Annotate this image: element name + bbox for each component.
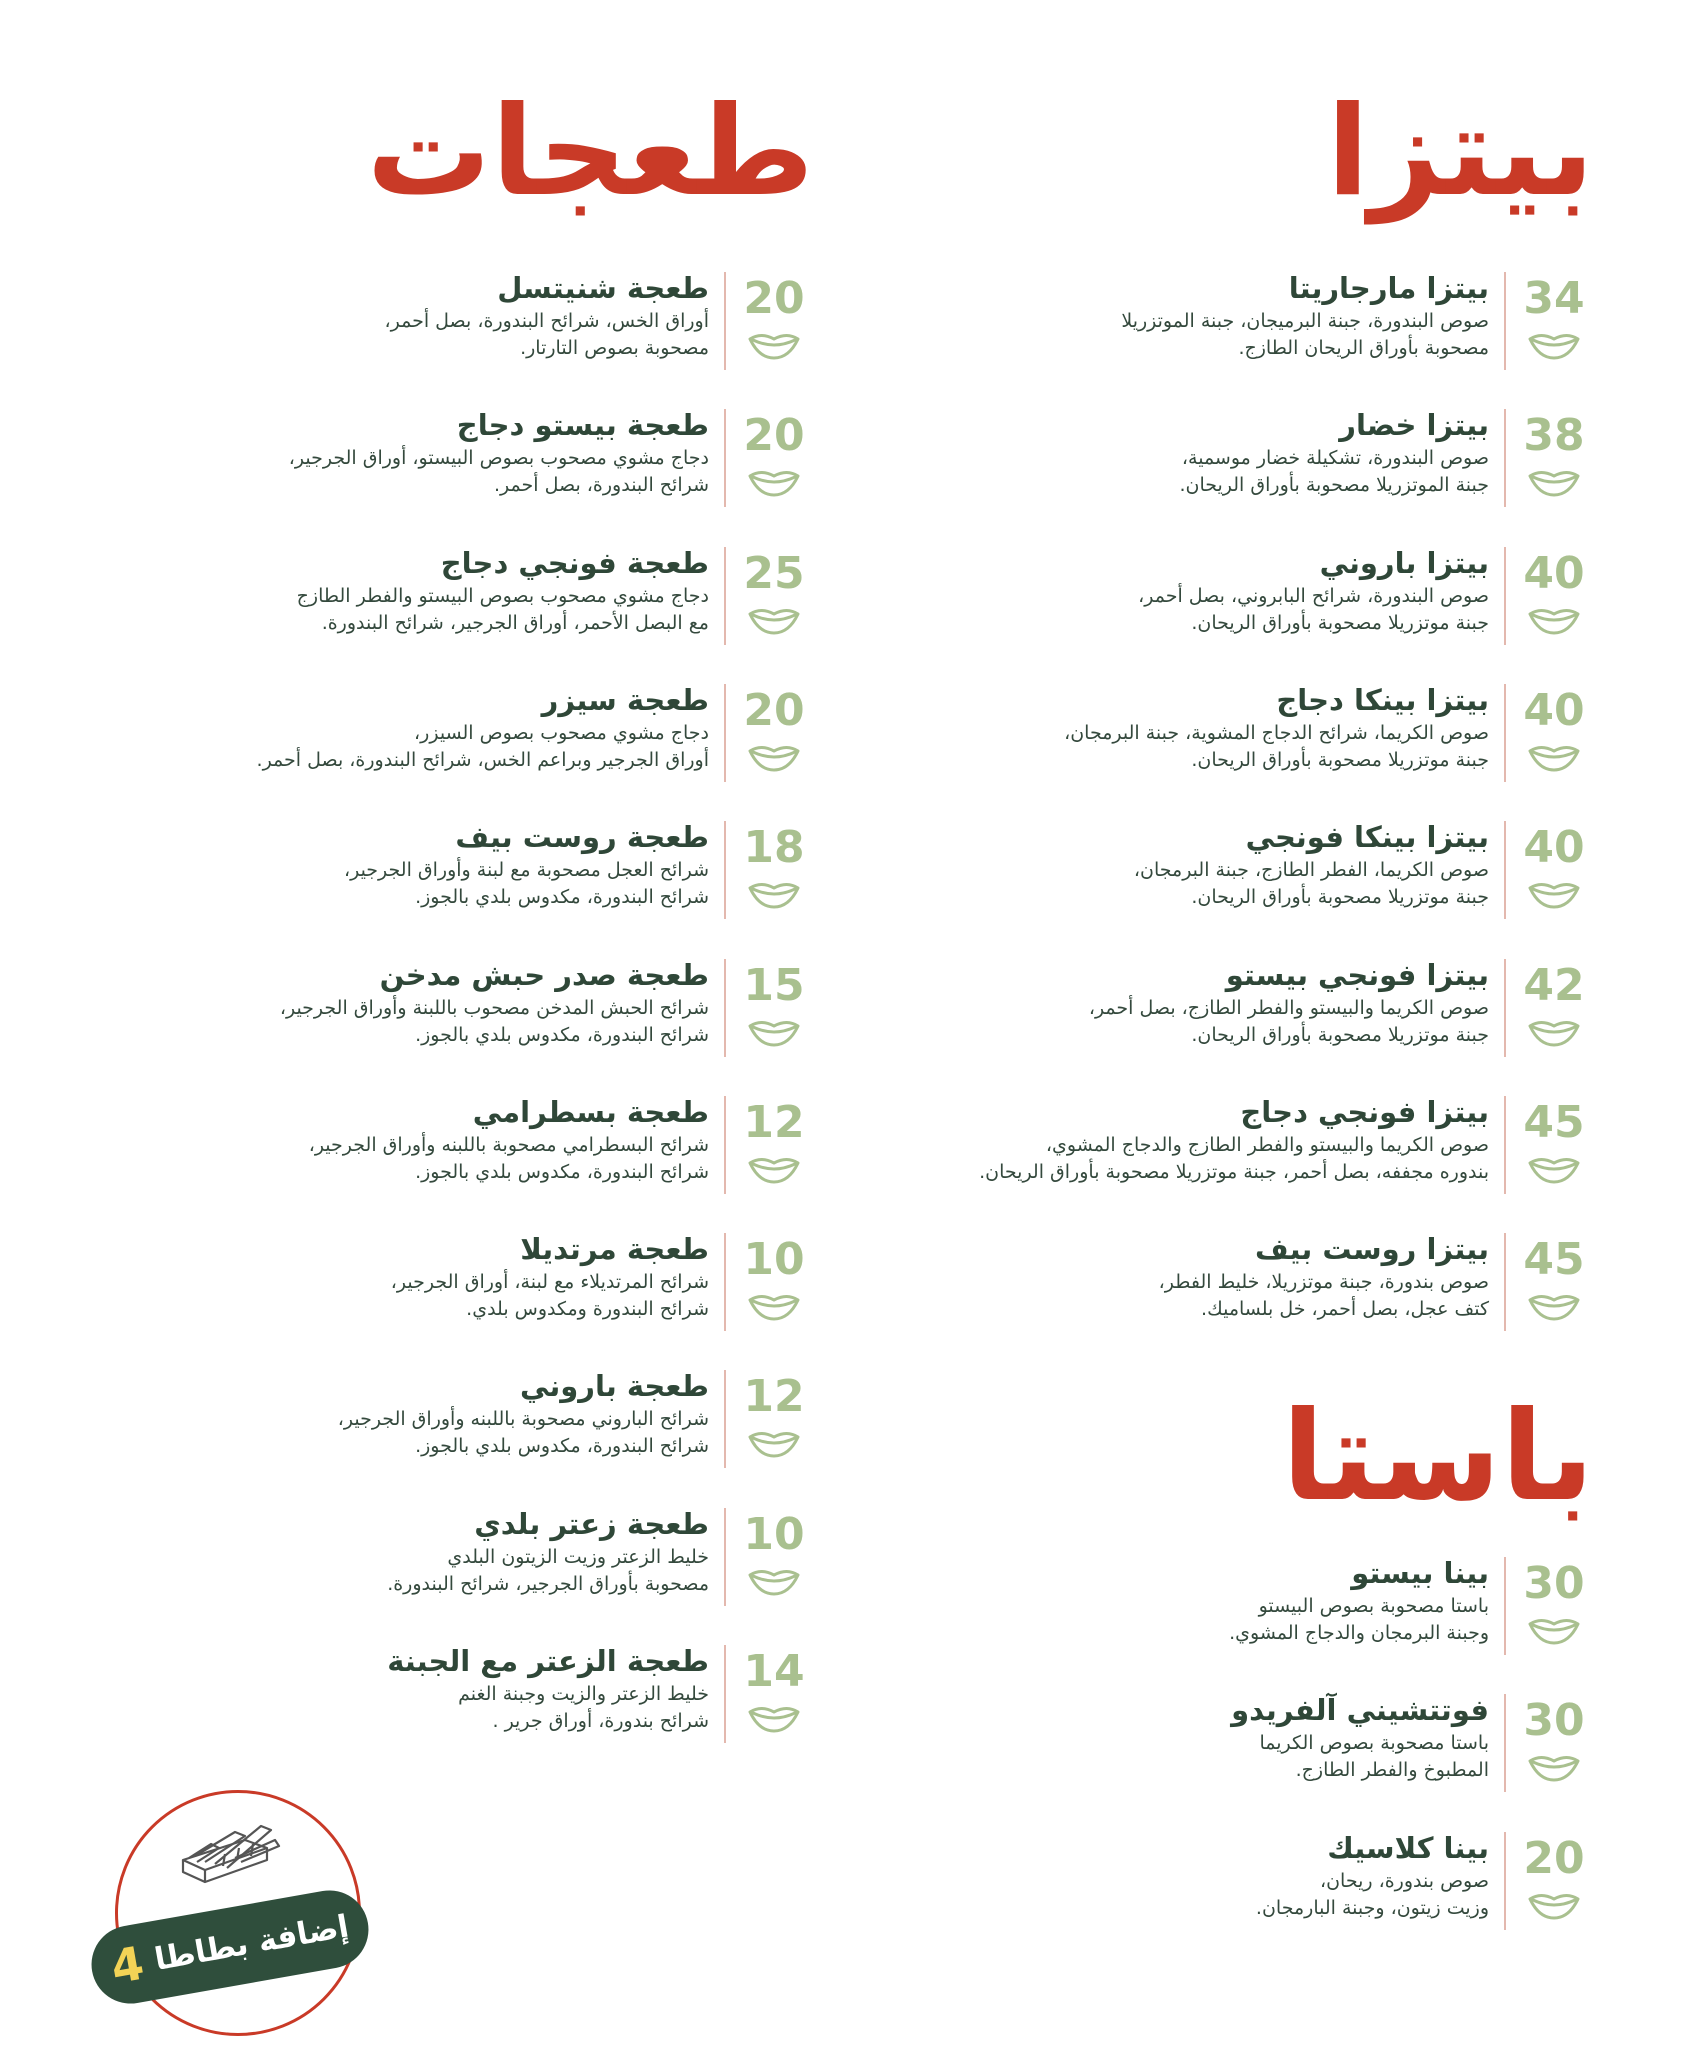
- item-divider: [1504, 272, 1506, 370]
- item-price: 40: [1523, 547, 1585, 599]
- item-text: [929, 1690, 1489, 1784]
- lips-icon: [1527, 1017, 1581, 1047]
- item-price: 45: [1523, 1234, 1585, 1286]
- item-name: بيتزا بينكا دجاج: [1276, 682, 1489, 717]
- item-text: [929, 1828, 1489, 1922]
- item-text: [929, 268, 1489, 362]
- item-text: [149, 268, 709, 362]
- item-price: 20: [743, 684, 805, 736]
- item-divider: [1504, 547, 1506, 645]
- price-box: [734, 955, 814, 1063]
- item-name: فوتتشيني آلفريدو: [1231, 1693, 1489, 1728]
- lips-icon: [747, 1291, 801, 1321]
- item-name: طعجة باروني: [520, 1369, 709, 1404]
- menu-item: [930, 1690, 1594, 1798]
- item-price: 12: [743, 1096, 805, 1148]
- item-text: [149, 955, 709, 1049]
- menu-item: [930, 1553, 1594, 1661]
- item-name: بيتزا روست بيف: [1255, 1232, 1489, 1267]
- item-description: خليط الزعتر وزيت الزيتون البلدي مصحوبة بأوراق الجرجير، شرائح البندورة.: [387, 1545, 709, 1595]
- pasta-section-title: باستا: [1281, 1385, 1594, 1529]
- item-text: [929, 543, 1489, 637]
- item-divider: [724, 1233, 726, 1331]
- item-price: 40: [1523, 684, 1585, 736]
- lips-icon: [747, 605, 801, 635]
- item-text: [149, 1504, 709, 1598]
- menu-item: [150, 1229, 814, 1337]
- item-text: [929, 405, 1489, 499]
- item-description: صوص البندورة، شرائح البابروني، بصل أحمر، جبنة موتزريلا مصحوبة بأوراق الريحان.: [1138, 584, 1489, 634]
- item-text: [929, 955, 1489, 1049]
- price-box: [1514, 1229, 1594, 1337]
- menu-item: [930, 1229, 1594, 1337]
- item-divider: [724, 1096, 726, 1194]
- item-description: صوص الكريما والبيستو والفطر الطازج والدجاج المشوي، بندوره مجففه، بصل أحمر، جبنة موتزريلا مصحوبة بأوراق الريحان.: [979, 1133, 1489, 1183]
- price-box: [734, 543, 814, 651]
- lips-icon: [747, 1703, 801, 1733]
- item-description: شرائح الحبش المدخن مصحوب باللبنة وأوراق الجرجير، شرائح البندورة، مكدوس بلدي بالجوز.: [279, 996, 709, 1046]
- item-name: طعجة بسطرامي: [472, 1094, 709, 1129]
- item-name: طعجة بيستو دجاج: [456, 408, 709, 443]
- item-description: صوص البندورة، تشكيلة خضار موسمية، جبنة الموتزريلا مصحوبة بأوراق الريحان.: [1179, 447, 1489, 497]
- item-name: طعجة شنيتسل: [497, 271, 709, 305]
- price-box: [1514, 543, 1594, 651]
- menu-item: [150, 1504, 814, 1612]
- taajat-section-title: طعجات: [366, 80, 814, 224]
- item-divider: [1504, 1096, 1506, 1194]
- price-box: [1514, 268, 1594, 376]
- menu-item: [930, 1828, 1594, 1936]
- menu-item: [930, 543, 1594, 651]
- menu-item: [150, 1641, 814, 1749]
- lips-icon: [1527, 1890, 1581, 1920]
- item-price: 45: [1523, 1096, 1585, 1148]
- item-description: شرائح البسطرامي مصحوبة باللبنه وأوراق الجرجير، شرائح البندورة، مكدوس بلدي بالجوز.: [308, 1133, 709, 1183]
- price-box: [734, 817, 814, 925]
- item-name: طعجة مرتديلا: [520, 1232, 709, 1267]
- lips-icon: [747, 1154, 801, 1184]
- item-divider: [724, 959, 726, 1057]
- item-price: 40: [1523, 822, 1585, 874]
- item-text: [149, 1229, 709, 1323]
- item-price: 42: [1523, 959, 1585, 1011]
- fries-icon: [175, 1818, 285, 1898]
- item-name: بينا كلاسيك: [1327, 1830, 1489, 1865]
- menu-item: [930, 268, 1594, 376]
- price-box: [734, 1366, 814, 1474]
- item-divider: [724, 1508, 726, 1606]
- item-name: طعجة زعتر بلدي: [474, 1506, 709, 1541]
- lips-icon: [1527, 1154, 1581, 1184]
- menu-item: [150, 268, 814, 376]
- item-text: [149, 405, 709, 499]
- item-name: طعجة فونجي دجاج: [440, 545, 709, 580]
- item-divider: [724, 1645, 726, 1743]
- item-text: [929, 1553, 1489, 1647]
- item-description: صوص بندورة، ريحان، وزيت زيتون، وجبنة البارمجان.: [1255, 1869, 1489, 1919]
- item-description: شرائح المرتديلاء مع لبنة، أوراق الجرجير، شرائح البندورة ومكدوس بلدي.: [390, 1271, 709, 1321]
- item-name: بيتزا بينكا فونجي: [1245, 820, 1489, 855]
- price-box: [1514, 1690, 1594, 1798]
- item-divider: [724, 821, 726, 919]
- item-price: 34: [1523, 273, 1585, 324]
- item-name: بيتزا مارجاريتا: [1288, 271, 1489, 305]
- item-divider: [724, 1370, 726, 1468]
- menu-item: [150, 405, 814, 513]
- item-price: 30: [1523, 1695, 1585, 1747]
- item-divider: [724, 409, 726, 507]
- item-divider: [724, 684, 726, 782]
- item-description: شرائح الباروني مصحوبة باللبنه وأوراق الجرجير، شرائح البندورة، مكدوس بلدي بالجوز.: [337, 1408, 709, 1458]
- price-box: [1514, 955, 1594, 1063]
- item-divider: [1504, 409, 1506, 507]
- price-box: [1514, 1092, 1594, 1200]
- fries-addon-badge: [90, 1790, 380, 2055]
- lips-icon: [1527, 879, 1581, 909]
- item-name: طعجة سيزر: [541, 682, 709, 717]
- item-name: بينا بيستو: [1351, 1556, 1489, 1590]
- lips-icon: [747, 879, 801, 909]
- item-description: صوص الكريما والبيستو والفطر الطازج، بصل أحمر، جبنة موتزريلا مصحوبة بأوراق الريحان.: [1088, 996, 1489, 1046]
- item-description: باستا مصحوبة بصوص الكريما المطبوخ والفطر الطازج.: [1259, 1732, 1489, 1782]
- item-price: 18: [743, 822, 805, 874]
- lips-icon: [747, 330, 801, 360]
- item-description: دجاج مشوي مصحوب بصوص البيستو، أوراق الجرجير، شرائح البندورة، بصل أحمر.: [288, 447, 709, 497]
- item-text: [149, 680, 709, 774]
- item-description: دجاج مشوي مصحوب بصوص البيستو والفطر الطازج مع البصل الأحمر، أوراق الجرجير، شرائح البندورة.: [296, 584, 709, 634]
- item-price: 20: [743, 273, 805, 324]
- price-box: [734, 1092, 814, 1200]
- menu-item: [930, 1092, 1594, 1200]
- item-price: 38: [1523, 410, 1585, 462]
- item-divider: [724, 272, 726, 370]
- item-name: بيتزا فونجي دجاج: [1240, 1094, 1489, 1129]
- lips-icon: [1527, 467, 1581, 497]
- lips-icon: [747, 1566, 801, 1596]
- item-text: [149, 1092, 709, 1186]
- item-description: خليط الزعتر والزيت وجبنة الغنم شرائح بندورة، أوراق جرير .: [458, 1683, 709, 1732]
- item-price: 10: [743, 1234, 805, 1286]
- item-text: [149, 543, 709, 637]
- item-price: 20: [1523, 1832, 1585, 1884]
- item-text: [929, 817, 1489, 911]
- price-box: [1514, 817, 1594, 925]
- item-divider: [1504, 1694, 1506, 1792]
- item-price: 15: [743, 959, 805, 1011]
- menu-item: [150, 543, 814, 651]
- lips-icon: [747, 467, 801, 497]
- item-price: 12: [743, 1371, 805, 1423]
- lips-icon: [747, 742, 801, 772]
- price-box: [734, 268, 814, 376]
- item-text: [929, 1229, 1489, 1323]
- price-box: [734, 680, 814, 788]
- lips-icon: [1527, 1615, 1581, 1645]
- item-price: 25: [743, 547, 805, 599]
- item-divider: [724, 547, 726, 645]
- item-name: طعجة الزعتر مع الجبنة: [387, 1644, 709, 1678]
- lips-icon: [1527, 605, 1581, 635]
- price-box: [1514, 405, 1594, 513]
- item-description: دجاج مشوي مصحوب بصوص السيزر، أوراق الجرجير وبراعم الخس، شرائح البندورة، بصل أحمر.: [256, 721, 709, 771]
- menu-item: [150, 1092, 814, 1200]
- fries-addon-price: 4: [106, 1935, 148, 1995]
- item-divider: [1504, 1832, 1506, 1930]
- item-description: صوص بندورة، جبنة موتزريلا، خليط الفطر، كتف عجل، بصل أحمر، خل بلساميك.: [1158, 1271, 1489, 1321]
- item-description: شرائح العجل مصحوبة مع لبنة وأوراق الجرجير، شرائح البندورة، مكدوس بلدي بالجوز.: [343, 859, 709, 909]
- menu-item: [930, 680, 1594, 788]
- price-box: [734, 1504, 814, 1612]
- menu-item: [150, 1366, 814, 1474]
- price-box: [1514, 1828, 1594, 1936]
- item-name: طعجة روست بيف: [455, 820, 709, 855]
- item-price: 20: [743, 410, 805, 462]
- menu-item: [930, 405, 1594, 513]
- item-text: [929, 680, 1489, 774]
- lips-icon: [1527, 742, 1581, 772]
- item-text: [929, 1092, 1489, 1186]
- item-description: صوص الكريما، شرائح الدجاج المشوية، جبنة البرمجان، جبنة موتزريلا مصحوبة بأوراق الريحان.: [1064, 721, 1489, 771]
- menu-item: [150, 817, 814, 925]
- item-divider: [1504, 1557, 1506, 1655]
- pizza-section-title: بيتزا: [1326, 80, 1594, 224]
- item-price: 10: [743, 1508, 805, 1560]
- item-description: باستا مصحوبة بصوص البيستو وجبنة البرمجان والدجاج المشوي.: [1229, 1595, 1489, 1644]
- item-description: صوص البندورة، جبنة البرميجان، جبنة الموتزريلا مصحوبة بأوراق الريحان الطازج.: [1121, 310, 1489, 359]
- item-price: 14: [743, 1646, 805, 1697]
- item-description: صوص الكريما، الفطر الطازج، جبنة البرمجان، جبنة موتزريلا مصحوبة بأوراق الريحان.: [1133, 859, 1489, 909]
- item-divider: [1504, 959, 1506, 1057]
- item-name: طعجة صدر حبش مدخن: [379, 957, 709, 992]
- lips-icon: [1527, 1752, 1581, 1782]
- menu-item: [930, 955, 1594, 1063]
- lips-icon: [747, 1428, 801, 1458]
- price-box: [734, 1229, 814, 1337]
- item-divider: [1504, 684, 1506, 782]
- price-box: [1514, 680, 1594, 788]
- lips-icon: [1527, 330, 1581, 360]
- item-name: بيتزا خضار: [1339, 408, 1489, 443]
- item-divider: [1504, 1233, 1506, 1331]
- lips-icon: [1527, 1291, 1581, 1321]
- item-description: أوراق الخس، شرائح البندورة، بصل أحمر، مصحوبة بصوص التارتار.: [384, 310, 709, 359]
- item-name: بيتزا باروني: [1319, 545, 1489, 580]
- fries-addon-label: إضافة بطاطا: [151, 1908, 352, 1978]
- item-text: [149, 1366, 709, 1460]
- item-text: [149, 1641, 709, 1735]
- item-price: 30: [1523, 1558, 1585, 1609]
- lips-icon: [747, 1017, 801, 1047]
- item-divider: [1504, 821, 1506, 919]
- item-name: بيتزا فونجي بيستو: [1225, 957, 1489, 992]
- menu-item: [150, 680, 814, 788]
- price-box: [1514, 1553, 1594, 1661]
- menu-item: [930, 817, 1594, 925]
- price-box: [734, 1641, 814, 1749]
- price-box: [734, 405, 814, 513]
- menu-item: [150, 955, 814, 1063]
- item-text: [149, 817, 709, 911]
